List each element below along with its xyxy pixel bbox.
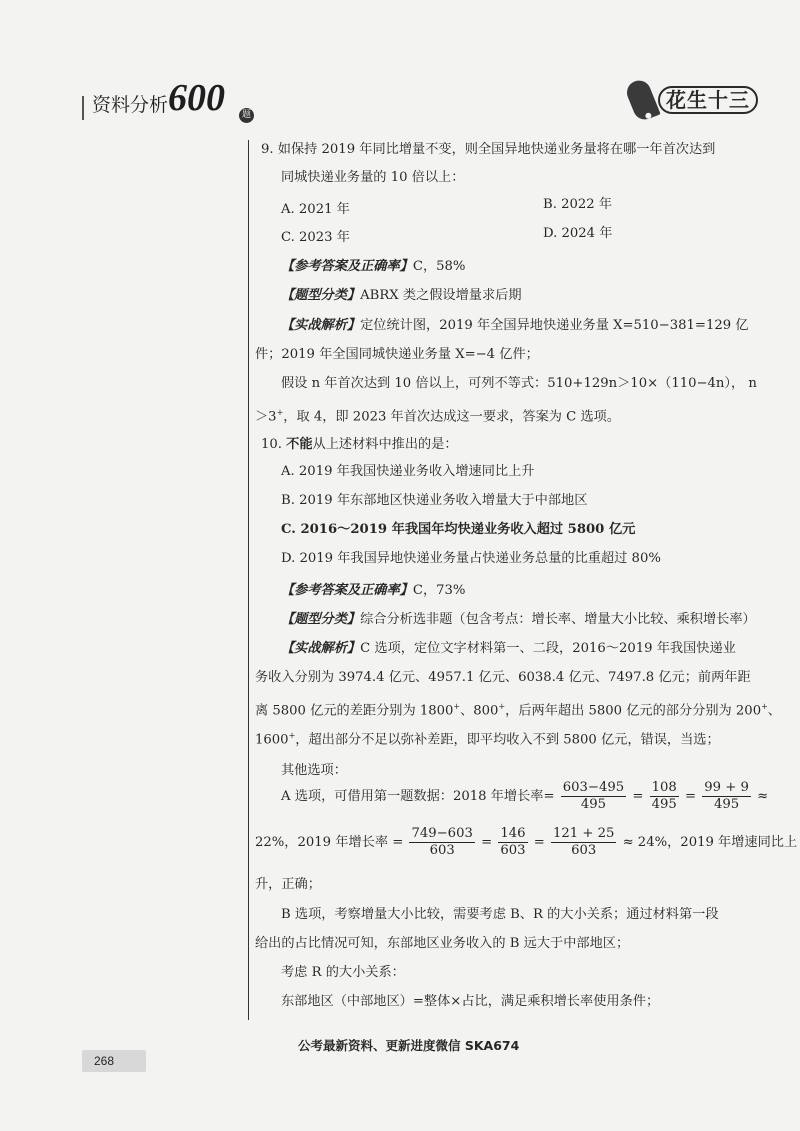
q10-b-line2: 给出的占比情况可知，东部地区业务收入的 B 远大于中部地区； [255,936,630,951]
q9-type-value: ABRX 类之假设增量求后期 [360,288,522,303]
fraction-num: 108 [651,780,677,795]
q10-l4a: 1600 [255,732,289,748]
book-suffix: 题 [239,108,254,123]
equals: = [632,789,644,804]
fraction-num: 749−603 [411,826,473,841]
fraction-den: 603 [571,843,597,858]
q9-option-d: D. 2024 年 [543,226,613,241]
sup-plus: + [498,702,506,711]
q9-analysis-line4-post: ，取 4，即 2023 年首次达成这一要求，答案为 C 选项。 [283,409,621,425]
q10-option-a: A. 2019 年我国快递业务收入增速同比上升 [281,464,535,479]
q9-answer-label: 【参考答案及正确率】 [281,259,413,274]
a-formula-prefix: A 选项，可借用第一题数据：2018 年增长率= [281,789,555,804]
q10-a-line3: 升，正确； [255,877,321,892]
fraction [650,780,679,813]
q10-b-line4: 东部地区（中部地区）=整体×占比，满足乘积增长率使用条件； [281,994,660,1009]
q10-answer-value: C，73% [412,583,466,598]
equals: = [533,835,545,850]
q10-option-c: C. 2016～2019 年我国年均快递业务收入超过 5800 亿元 [281,522,636,537]
q10-l3b: 、800 [460,703,499,719]
a-line2-prefix: 22%，2019 年增长率 = [255,835,404,850]
page-number: 268 [82,1050,146,1072]
brand-name: 花生十三 [658,86,758,114]
q9-analysis-line3: 假设 n 年首次达到 10 倍以上，可列不等式：510+129n＞10×（110−4n）， n [281,376,757,391]
q10-stem: 10. 不能从上述材料中推出的是： [261,437,458,452]
q9-analysis-line4-pre: ＞3 [255,409,277,425]
fraction [498,826,527,859]
q9-option-b: B. 2022 年 [543,197,613,212]
brand-logo [630,74,770,114]
fraction [561,780,626,813]
approx: ≈ [757,789,769,804]
a-line2-suffix: ≈ 24%，2019 年增速同比上 [622,835,798,850]
q10-l3d: 、 [767,703,781,719]
q9-analysis-line2: 件；2019 年全国同城快递业务量 X=−4 亿件； [255,347,539,362]
q9-sup: + [276,408,284,417]
header-divider [82,96,84,120]
q10-l4b: ，超出部分不足以弥补差距，即平均收入不到 5800 亿元，错误，当选； [295,732,720,748]
q9-answer-value: C，58% [412,259,466,274]
fraction-den: 495 [580,797,607,812]
q10-other-options: 其他选项： [281,763,347,778]
q9-stem-line2: 同城快递业务量的 10 倍以上： [281,170,465,185]
q9-option-c: C. 2023 年 [281,230,350,245]
q9-type-label: 【题型分类】 [281,288,361,303]
fraction [702,780,751,813]
q10-answer-label: 【参考答案及正确率】 [281,583,413,598]
equals: = [684,789,697,804]
q10-option-d: D. 2019 年我国异地快递业务量占快递业务总量的比重超过 80% [281,551,661,566]
q10-answer [281,581,465,601]
fraction-den: 495 [713,797,740,812]
q10-a-formula-line2 [255,826,797,859]
q9-analysis-label: 【实战解析】 [281,318,361,333]
q10-type-label: 【题型分类】 [281,612,361,627]
q10-analysis-label: 【实战解析】 [281,641,361,656]
q10-type-value: 综合分析选非题（包含考点：增长率、增量大小比较、乘积增长率） [360,612,756,627]
q9-analysis-line4 [255,403,620,427]
q10-option-b: B. 2019 年东部地区快递业务收入增量大于中部地区 [281,493,588,508]
fraction [551,826,616,859]
pen-icon [623,77,660,123]
sup-plus: + [761,702,768,711]
book-number: 600 [168,77,225,119]
q10-b-line3: 考虑 R 的大小关系： [281,965,405,980]
q9-stem-line1: 9. 如保持 2019 年同比增量不变，则全国异地快递业务量将在哪一年首次达到 [261,142,716,157]
footer-note: 公考最新资料、更新进度微信 SKA674 [298,1038,520,1053]
sup-plus: + [453,702,461,711]
q9-option-a: A. 2021 年 [281,202,350,217]
margin-rule [248,140,249,1020]
q10-analysis-line2: 务收入分别为 3974.4 亿元、4957.1 亿元、6038.4 亿元、7497.8 亿元；前两年距 [255,670,751,685]
q9-analysis-text1: 定位统计图，2019 年全国异地快递业务量 X=510−381=129 亿 [360,318,749,333]
fraction-num: 146 [500,826,526,841]
q10-analysis-line3 [255,697,781,721]
q9-type [281,286,522,306]
fraction-den: 603 [429,843,455,858]
sup-plus: + [288,731,296,740]
equals: = [481,835,493,850]
q10-analysis-line1 [281,639,736,659]
q10-l3c: ，后两年超出 5800 亿元的部分分别为 200 [505,703,762,719]
q10-l3a: 离 5800 亿元的差距分别为 1800 [255,703,454,719]
fraction-num: 99 + 9 [704,780,749,795]
book-title: 资料分析 [92,94,169,116]
q10-type [281,610,756,630]
fraction-num: 121 + 25 [552,826,615,841]
fraction-den: 603 [500,843,526,858]
q10-a-formula-line1 [281,780,768,813]
q10-analysis-text1: C 选项，定位文字材料第一、二段，2016～2019 年我国快递业 [360,641,736,656]
q10-analysis-line4 [255,726,720,750]
fraction-num: 603−495 [562,780,625,795]
fraction-den: 495 [651,797,677,812]
q9-analysis-line1 [281,316,749,336]
q9-answer [281,257,465,277]
fraction [409,826,474,859]
q10-b-line1: B 选项，考察增量大小比较，需要考虑 B、R 的大小关系；通过材料第一段 [281,907,719,922]
